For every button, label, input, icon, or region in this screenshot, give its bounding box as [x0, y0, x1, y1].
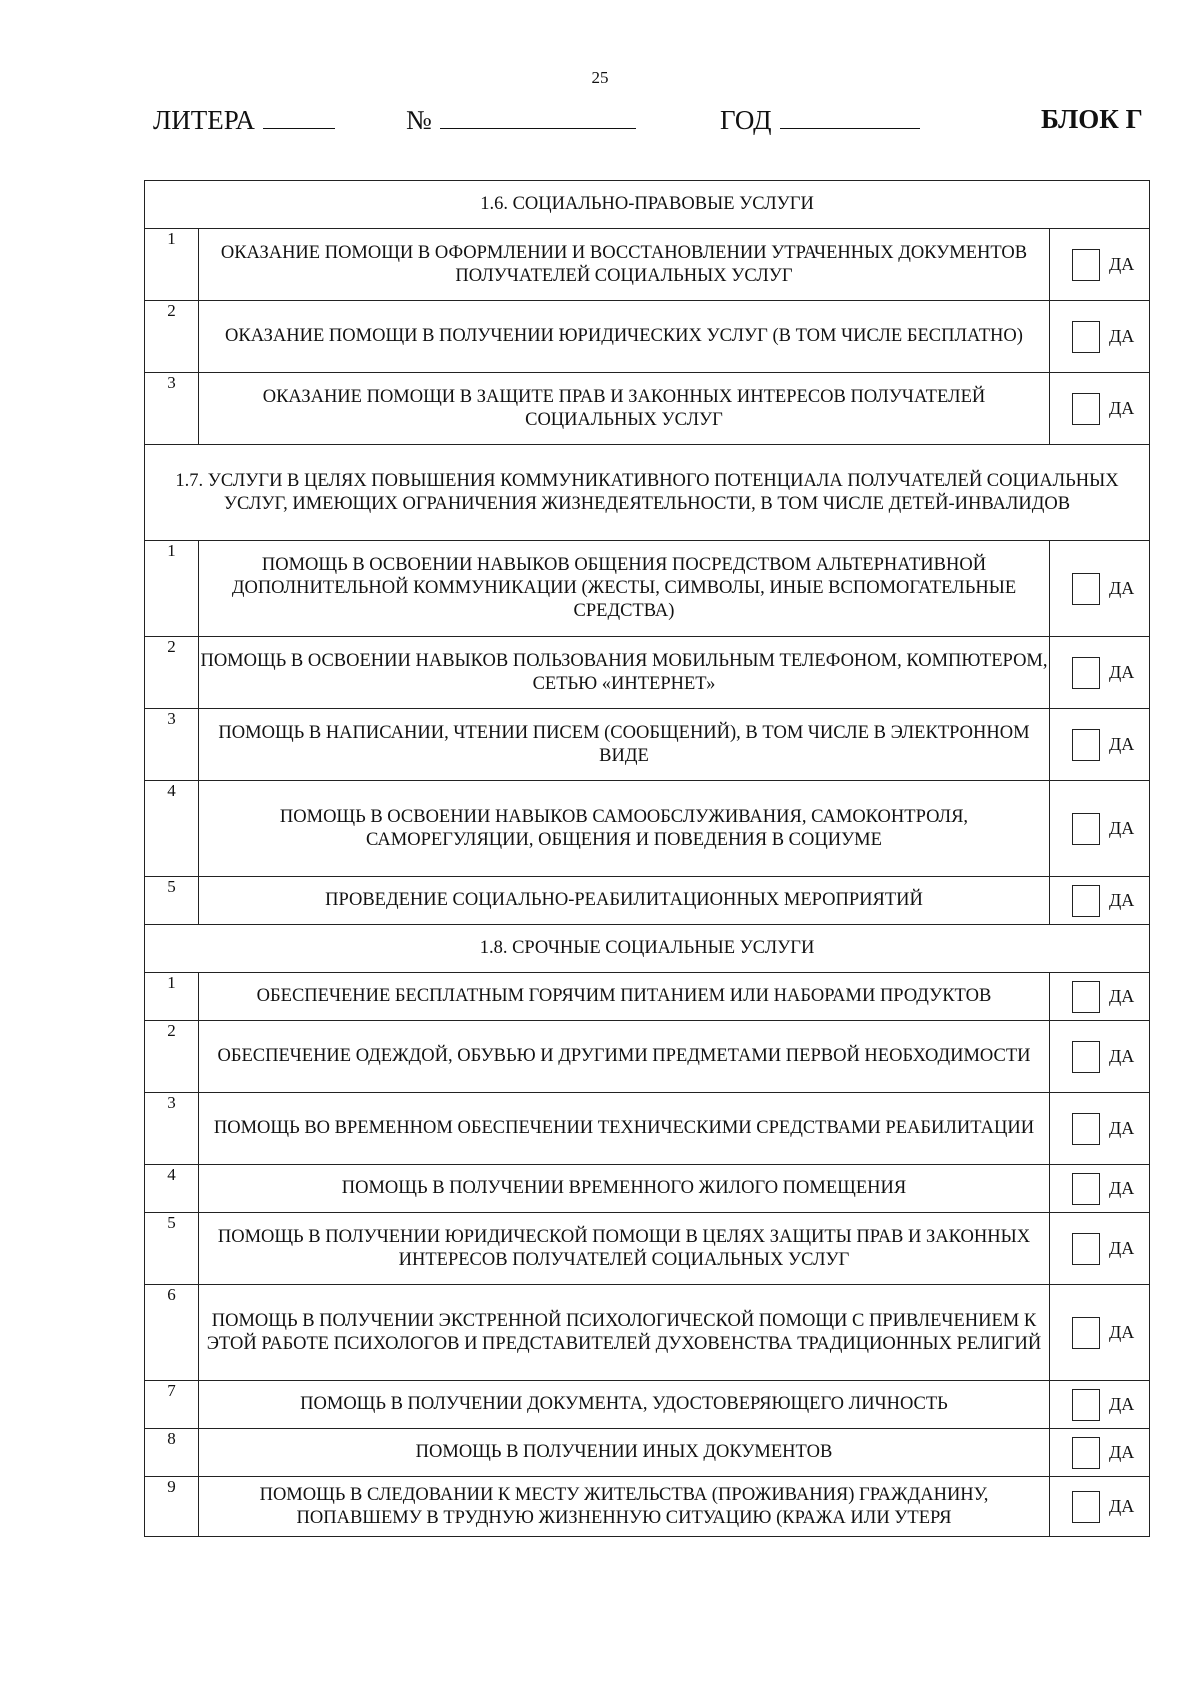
yes-label: ДА	[1108, 1394, 1135, 1414]
service-description: ОКАЗАНИЕ ПОМОЩИ В ЗАЩИТЕ ПРАВ И ЗАКОННЫХ ИНТЕРЕСОВ ПОЛУЧАТЕЛЕЙ СОЦИАЛЬНЫХ УСЛУГ	[199, 373, 1050, 445]
service-description: ПОМОЩЬ В ПОЛУЧЕНИИ ЭКСТРЕННОЙ ПСИХОЛОГИЧЕСКОЙ ПОМОЩИ С ПРИВЛЕЧЕНИЕМ К ЭТОЙ РАБОТЕ ПСИХОЛОГОВ И ПРЕДСТАВИТЕЛЕЙ ДУХОВЕНСТВА ТРАДИЦИОННЫХ РЕЛИГИЙ	[199, 1285, 1050, 1381]
yes-checkbox-group	[1050, 1317, 1149, 1349]
yes-label: ДА	[1108, 1178, 1135, 1198]
yes-checkbox[interactable]	[1072, 1113, 1100, 1145]
yes-label: ДА	[1108, 662, 1135, 682]
yes-checkbox-group	[1050, 1041, 1149, 1073]
row-number: 3	[145, 1093, 199, 1165]
yes-checkbox[interactable]	[1072, 1233, 1100, 1265]
yes-checkbox-group	[1050, 249, 1149, 281]
section-title: 1.6. СОЦИАЛЬНО-ПРАВОВЫЕ УСЛУГИ	[145, 181, 1150, 229]
yes-label: ДА	[1108, 1322, 1135, 1342]
row-number: 3	[145, 373, 199, 445]
answer-cell	[1049, 301, 1149, 373]
service-row	[145, 301, 1150, 373]
answer-cell	[1049, 541, 1149, 637]
service-description: ОКАЗАНИЕ ПОМОЩИ В ОФОРМЛЕНИИ И ВОССТАНОВЛЕНИИ УТРАЧЕННЫХ ДОКУМЕНТОВ ПОЛУЧАТЕЛЕЙ СОЦИАЛЬНЫХ УСЛУГ	[199, 229, 1050, 301]
service-description: ОБЕСПЕЧЕНИЕ БЕСПЛАТНЫМ ГОРЯЧИМ ПИТАНИЕМ ИЛИ НАБОРАМИ ПРОДУКТОВ	[199, 973, 1050, 1021]
form-header	[0, 104, 1200, 144]
answer-cell	[1049, 229, 1149, 301]
yes-checkbox[interactable]	[1072, 657, 1100, 689]
service-row	[145, 229, 1150, 301]
service-row	[145, 781, 1150, 877]
yes-checkbox-group	[1050, 393, 1149, 425]
service-row	[145, 1021, 1150, 1093]
yes-label: ДА	[1108, 254, 1135, 274]
yes-checkbox[interactable]	[1072, 1173, 1100, 1205]
row-number: 7	[145, 1381, 199, 1429]
answer-cell	[1049, 1381, 1149, 1429]
yes-checkbox[interactable]	[1072, 885, 1100, 917]
answer-cell	[1049, 781, 1149, 877]
row-number: 3	[145, 709, 199, 781]
yes-label: ДА	[1108, 1496, 1135, 1516]
yes-checkbox[interactable]	[1072, 1389, 1100, 1421]
service-description: ПОМОЩЬ ВО ВРЕМЕННОМ ОБЕСПЕЧЕНИИ ТЕХНИЧЕСКИМИ СРЕДСТВАМИ РЕАБИЛИТАЦИИ	[199, 1093, 1050, 1165]
litera-label: ЛИТЕРА	[153, 105, 255, 135]
service-row	[145, 1381, 1150, 1429]
row-number: 2	[145, 301, 199, 373]
yes-label: ДА	[1108, 1046, 1135, 1066]
service-description: ПОМОЩЬ В ПОЛУЧЕНИИ ДОКУМЕНТА, УДОСТОВЕРЯЮЩЕГО ЛИЧНОСТЬ	[199, 1381, 1050, 1429]
yes-checkbox-group	[1050, 321, 1149, 353]
services-table-body	[145, 181, 1150, 1537]
yes-checkbox-group	[1050, 813, 1149, 845]
litera-field	[153, 104, 335, 136]
row-number: 6	[145, 1285, 199, 1381]
row-number: 5	[145, 877, 199, 925]
number-label: №	[406, 105, 432, 135]
answer-cell	[1049, 1285, 1149, 1381]
service-description: ПОМОЩЬ В ОСВОЕНИИ НАВЫКОВ САМООБСЛУЖИВАНИЯ, САМОКОНТРОЛЯ, САМОРЕГУЛЯЦИИ, ОБЩЕНИЯ И ПОВЕДЕНИЯ В СОЦИУМЕ	[199, 781, 1050, 877]
yes-checkbox[interactable]	[1072, 1437, 1100, 1469]
section-title: 1.7. УСЛУГИ В ЦЕЛЯХ ПОВЫШЕНИЯ КОММУНИКАТИВНОГО ПОТЕНЦИАЛА ПОЛУЧАТЕЛЕЙ СОЦИАЛЬНЫХ УСЛУГ, ИМЕЮЩИХ ОГРАНИЧЕНИЯ ЖИЗНЕДЕЯТЕЛЬНОСТИ, В ТОМ ЧИСЛЕ ДЕТЕЙ-ИНВАЛИДОВ	[145, 445, 1150, 541]
block-label: БЛОК Г	[1041, 104, 1143, 134]
row-number: 4	[145, 1165, 199, 1213]
yes-checkbox-group	[1050, 1113, 1149, 1145]
service-row	[145, 1429, 1150, 1477]
section-header-row	[145, 925, 1150, 973]
row-number: 1	[145, 973, 199, 1021]
yes-label: ДА	[1108, 578, 1135, 598]
service-description: ПРОВЕДЕНИЕ СОЦИАЛЬНО-РЕАБИЛИТАЦИОННЫХ МЕРОПРИЯТИЙ	[199, 877, 1050, 925]
yes-checkbox[interactable]	[1072, 1041, 1100, 1073]
yes-checkbox[interactable]	[1072, 393, 1100, 425]
answer-cell	[1049, 1021, 1149, 1093]
service-row	[145, 1093, 1150, 1165]
yes-label: ДА	[1108, 1118, 1135, 1138]
yes-checkbox[interactable]	[1072, 573, 1100, 605]
yes-checkbox[interactable]	[1072, 981, 1100, 1013]
yes-label: ДА	[1108, 986, 1135, 1006]
yes-label: ДА	[1108, 326, 1135, 346]
yes-label: ДА	[1108, 890, 1135, 910]
service-description: ОКАЗАНИЕ ПОМОЩИ В ПОЛУЧЕНИИ ЮРИДИЧЕСКИХ УСЛУГ (В ТОМ ЧИСЛЕ БЕСПЛАТНО)	[199, 301, 1050, 373]
answer-cell	[1049, 1477, 1149, 1537]
service-row	[145, 1213, 1150, 1285]
row-number: 1	[145, 541, 199, 637]
service-description: ПОМОЩЬ В НАПИСАНИИ, ЧТЕНИИ ПИСЕМ (СООБЩЕНИЙ), В ТОМ ЧИСЛЕ В ЭЛЕКТРОННОМ ВИДЕ	[199, 709, 1050, 781]
answer-cell	[1049, 373, 1149, 445]
answer-cell	[1049, 637, 1149, 709]
row-number: 5	[145, 1213, 199, 1285]
service-row	[145, 1285, 1150, 1381]
answer-cell	[1049, 1165, 1149, 1213]
yes-checkbox-group	[1050, 885, 1149, 917]
yes-checkbox-group	[1050, 1233, 1149, 1265]
yes-checkbox-group	[1050, 573, 1149, 605]
service-description: ПОМОЩЬ В ПОЛУЧЕНИИ ЮРИДИЧЕСКОЙ ПОМОЩИ В ЦЕЛЯХ ЗАЩИТЫ ПРАВ И ЗАКОННЫХ ИНТЕРЕСОВ ПОЛУЧАТЕЛЕЙ СОЦИАЛЬНЫХ УСЛУГ	[199, 1213, 1050, 1285]
service-row	[145, 541, 1150, 637]
service-description: ПОМОЩЬ В СЛЕДОВАНИИ К МЕСТУ ЖИТЕЛЬСТВА (ПРОЖИВАНИЯ) ГРАЖДАНИНУ, ПОПАВШЕМУ В ТРУДНУЮ ЖИЗНЕННУЮ СИТУАЦИЮ (КРАЖА ИЛИ УТЕРЯ	[199, 1477, 1050, 1537]
yes-checkbox[interactable]	[1072, 1317, 1100, 1349]
yes-label: ДА	[1108, 734, 1135, 754]
yes-label: ДА	[1108, 818, 1135, 838]
page-number: 25	[591, 68, 609, 87]
year-input[interactable]	[780, 104, 920, 129]
service-row	[145, 1477, 1150, 1537]
service-row	[145, 709, 1150, 781]
row-number: 2	[145, 637, 199, 709]
answer-cell	[1049, 973, 1149, 1021]
yes-checkbox-group	[1050, 657, 1149, 689]
row-number: 1	[145, 229, 199, 301]
yes-checkbox[interactable]	[1072, 321, 1100, 353]
row-number: 8	[145, 1429, 199, 1477]
yes-checkbox-group	[1050, 729, 1149, 761]
year-field	[720, 104, 920, 136]
number-input[interactable]	[440, 104, 636, 129]
yes-checkbox-group	[1050, 1437, 1149, 1469]
answer-cell	[1049, 1213, 1149, 1285]
answer-cell	[1049, 1093, 1149, 1165]
services-table	[144, 180, 1150, 1537]
yes-checkbox[interactable]	[1072, 1491, 1100, 1523]
section-header-row	[145, 181, 1150, 229]
service-row	[145, 877, 1150, 925]
service-row	[145, 637, 1150, 709]
service-description: ПОМОЩЬ В ОСВОЕНИИ НАВЫКОВ ПОЛЬЗОВАНИЯ МОБИЛЬНЫМ ТЕЛЕФОНОМ, КОМПЮТЕРОМ, СЕТЬЮ «ИНТЕРНЕТ»	[199, 637, 1050, 709]
year-label: ГОД	[720, 105, 772, 135]
service-description: ОБЕСПЕЧЕНИЕ ОДЕЖДОЙ, ОБУВЬЮ И ДРУГИМИ ПРЕДМЕТАМИ ПЕРВОЙ НЕОБХОДИМОСТИ	[199, 1021, 1050, 1093]
service-row	[145, 973, 1150, 1021]
answer-cell	[1049, 709, 1149, 781]
yes-label: ДА	[1108, 1442, 1135, 1462]
yes-label: ДА	[1108, 398, 1135, 418]
service-row	[145, 1165, 1150, 1213]
litera-input[interactable]	[263, 104, 335, 129]
row-number: 9	[145, 1477, 199, 1537]
yes-checkbox-group	[1050, 1389, 1149, 1421]
answer-cell	[1049, 1429, 1149, 1477]
service-description: ПОМОЩЬ В ОСВОЕНИИ НАВЫКОВ ОБЩЕНИЯ ПОСРЕДСТВОМ АЛЬТЕРНАТИВНОЙ ДОПОЛНИТЕЛЬНОЙ КОММУНИКАЦИИ (ЖЕСТЫ, СИМВОЛЫ, ИНЫЕ ВСПОМОГАТЕЛЬНЫЕ СРЕДСТВА)	[199, 541, 1050, 637]
section-header-row	[145, 445, 1150, 541]
section-title: 1.8. СРОЧНЫЕ СОЦИАЛЬНЫЕ УСЛУГИ	[145, 925, 1150, 973]
yes-checkbox-group	[1050, 981, 1149, 1013]
yes-label: ДА	[1108, 1238, 1135, 1258]
yes-checkbox-group	[1050, 1491, 1149, 1523]
number-field	[406, 104, 636, 136]
row-number: 2	[145, 1021, 199, 1093]
yes-checkbox[interactable]	[1072, 813, 1100, 845]
service-row	[145, 373, 1150, 445]
service-description: ПОМОЩЬ В ПОЛУЧЕНИИ ВРЕМЕННОГО ЖИЛОГО ПОМЕЩЕНИЯ	[199, 1165, 1050, 1213]
service-description: ПОМОЩЬ В ПОЛУЧЕНИИ ИНЫХ ДОКУМЕНТОВ	[199, 1429, 1050, 1477]
yes-checkbox-group	[1050, 1173, 1149, 1205]
row-number: 4	[145, 781, 199, 877]
yes-checkbox[interactable]	[1072, 729, 1100, 761]
answer-cell	[1049, 877, 1149, 925]
yes-checkbox[interactable]	[1072, 249, 1100, 281]
